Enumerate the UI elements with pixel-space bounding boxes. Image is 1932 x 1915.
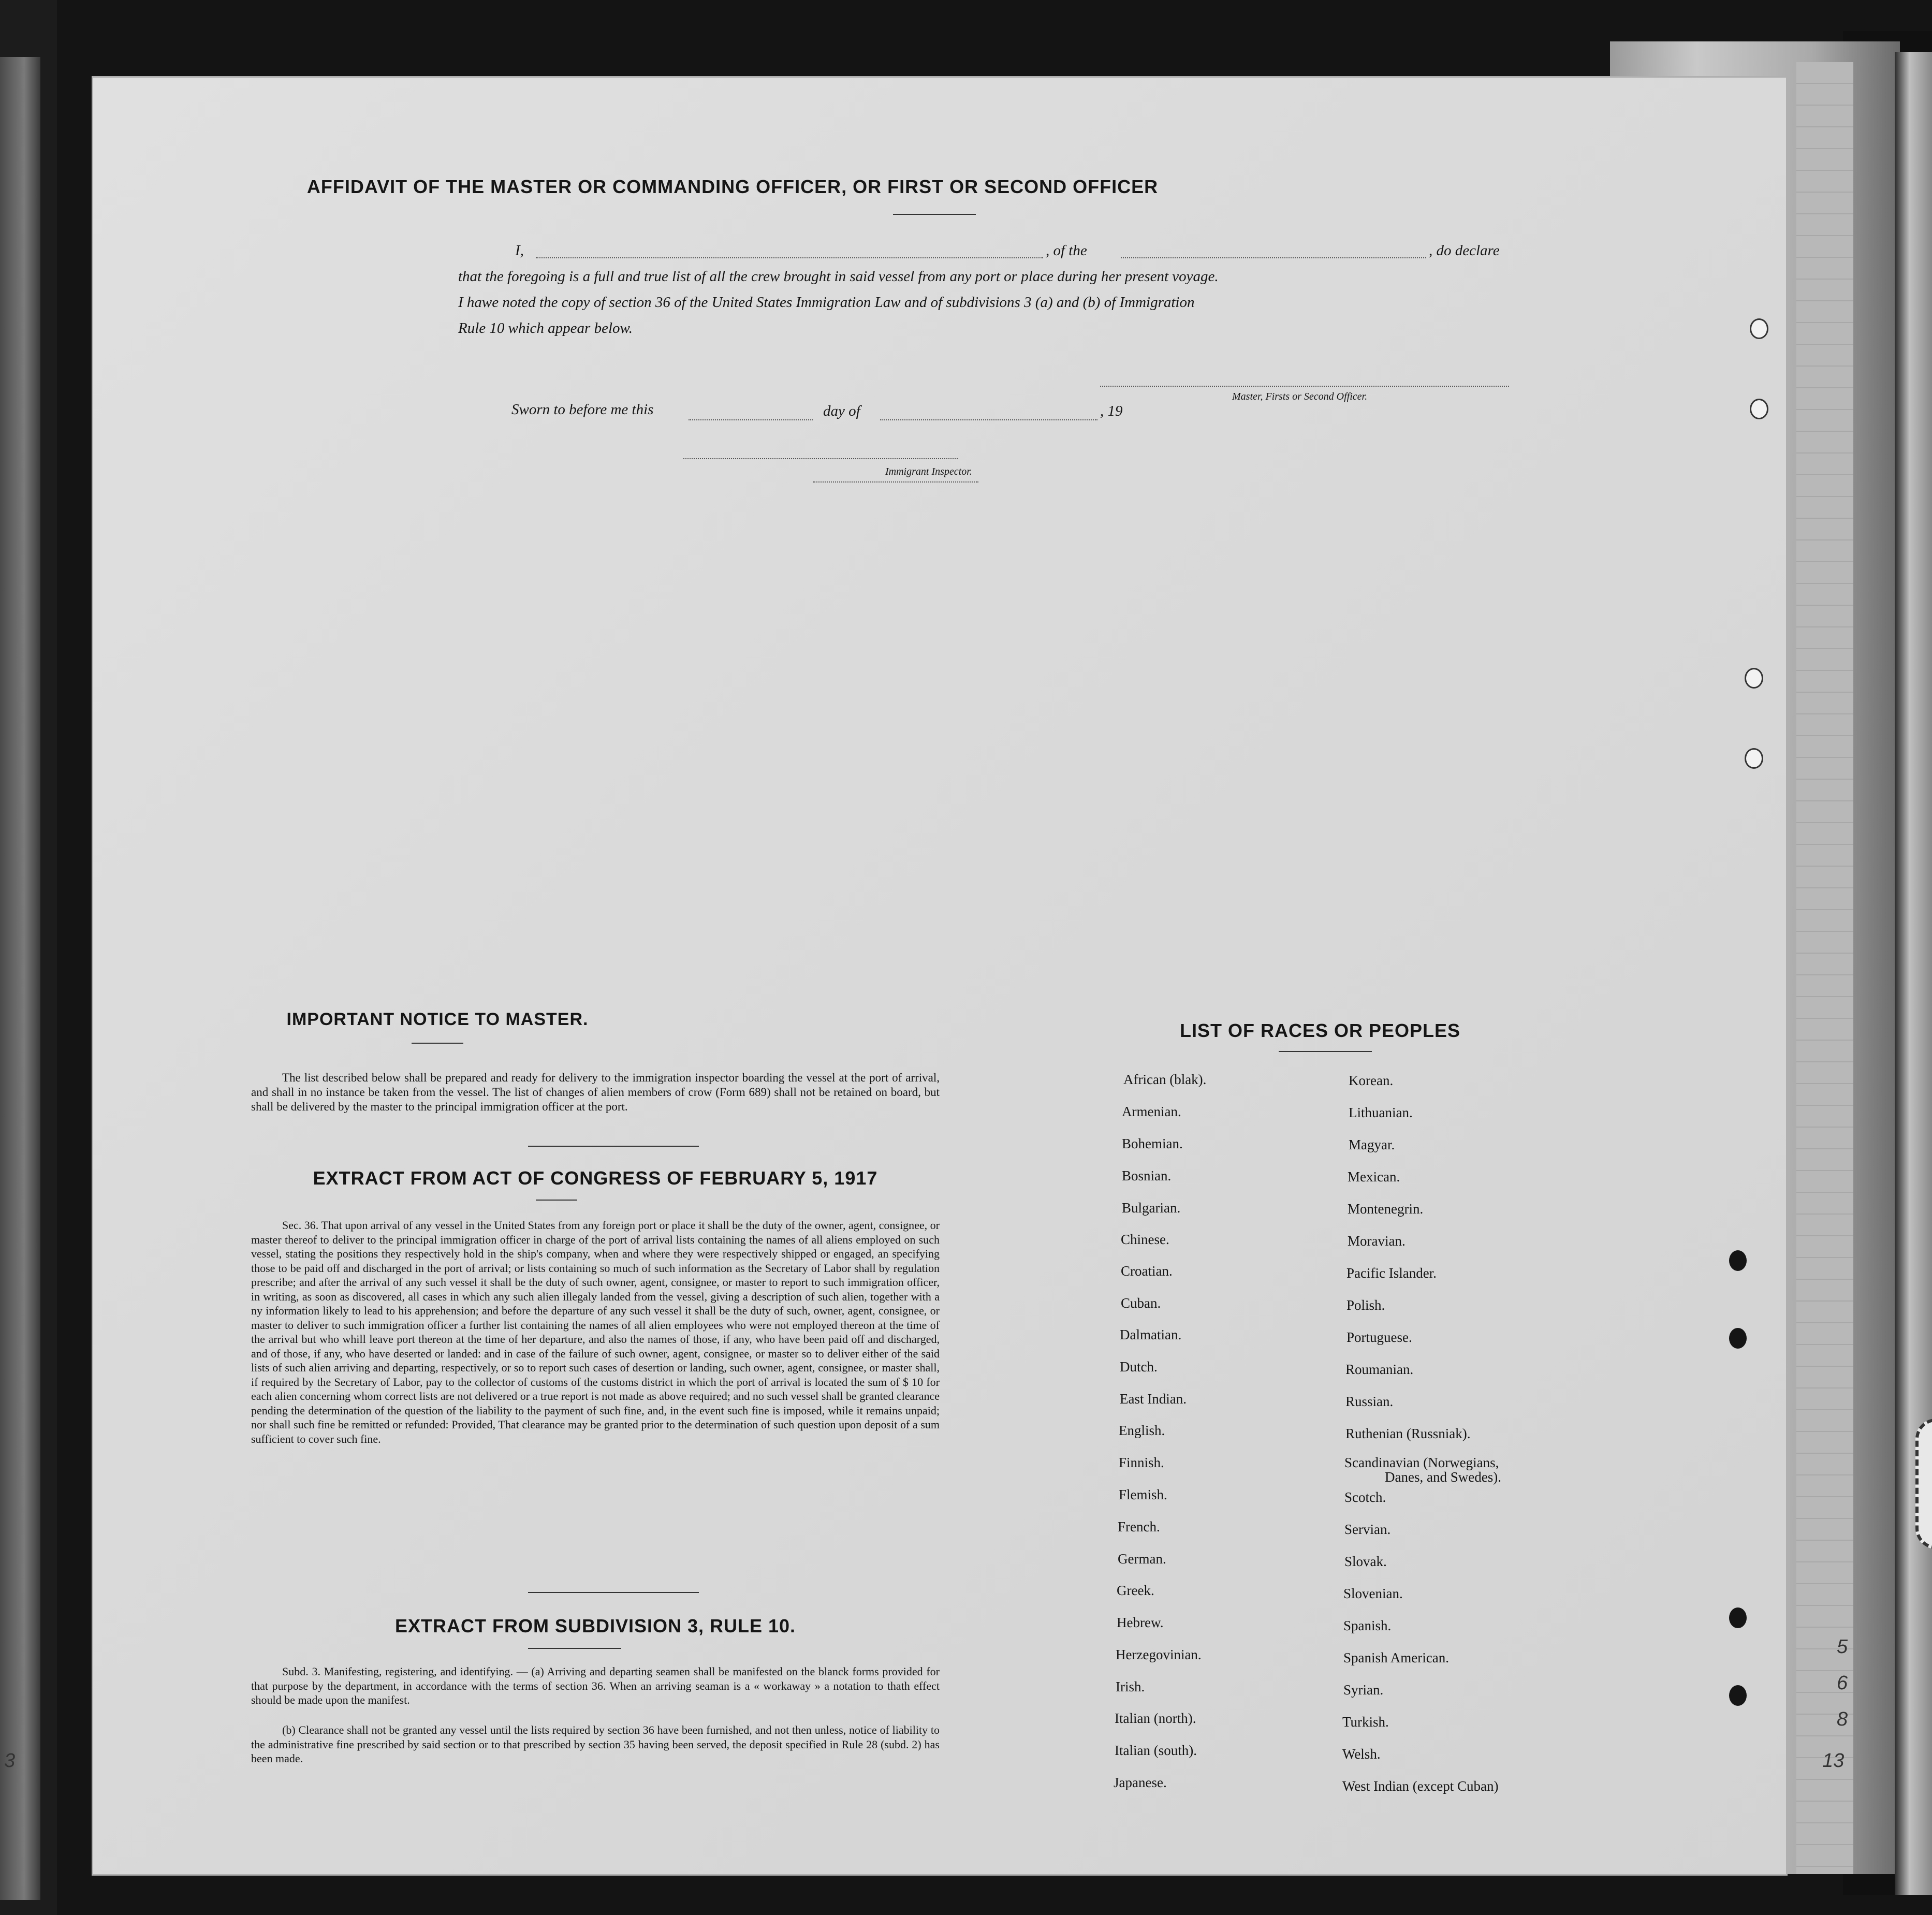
- margin-note: 6: [1837, 1672, 1848, 1694]
- affidavit-line-2: that the foregoing is a full and true list of all the crew brought in said vessel from any port or place during her present voyage.: [458, 268, 1219, 285]
- race-item: Welsh.: [1342, 1746, 1381, 1762]
- race-item: Bulgarian.: [1122, 1200, 1181, 1216]
- race-item: Herzegovinian.: [1116, 1647, 1202, 1662]
- race-item: Lithuanian.: [1349, 1105, 1413, 1120]
- right-ledger-edge: [1796, 62, 1853, 1874]
- race-item: Slovenian.: [1343, 1586, 1403, 1601]
- race-item: French.: [1118, 1519, 1160, 1534]
- race-item: Spanish American.: [1343, 1650, 1449, 1665]
- notice-title: IMPORTANT NOTICE TO MASTER.: [286, 1010, 589, 1029]
- race-item: Bosnian.: [1122, 1168, 1172, 1183]
- race-item: West Indian (except Cuban): [1342, 1778, 1499, 1794]
- margin-note: 8: [1837, 1708, 1848, 1730]
- margin-note: 5: [1837, 1636, 1848, 1658]
- race-item: Flemish.: [1119, 1487, 1167, 1502]
- race-item: Croatian.: [1121, 1263, 1173, 1279]
- margin-note: 13: [1822, 1750, 1845, 1772]
- race-item: Syrian.: [1343, 1682, 1384, 1698]
- race-item: Slovak.: [1344, 1554, 1387, 1569]
- race-item: Portuguese.: [1346, 1329, 1412, 1345]
- races-section: [1139, 1020, 1501, 1042]
- act-title: EXTRACT FROM ACT OF CONGRESS OF FEBRUARY 5, 1917: [313, 1167, 878, 1189]
- race-item: Finnish.: [1119, 1455, 1164, 1470]
- inspector-caption: Immigrant Inspector.: [885, 466, 972, 477]
- left-margin-note: 3: [4, 1750, 16, 1772]
- rule-rule: [528, 1648, 621, 1649]
- act-section: [248, 1167, 942, 1189]
- rule-text-b: (b) Clearance shall not be granted any vessel until the lists required by section 36 have been furnished, and not then unless, notice of liability to the administrative fine prescribed by said section or to that prescribed by section 35 having been served, the deposit specified in Rule 28 (subd. 2) has been made.: [251, 1723, 940, 1765]
- race-item: Japanese.: [1114, 1775, 1167, 1790]
- race-item: German.: [1118, 1551, 1166, 1567]
- race-item: Montenegrin.: [1348, 1201, 1424, 1217]
- sworn-text: Sworn to before me this: [511, 401, 654, 418]
- punch-hole: [1729, 1607, 1747, 1628]
- act-rule: [536, 1200, 577, 1201]
- race-item: Cuban.: [1121, 1295, 1161, 1311]
- race-item: Italian (north).: [1115, 1711, 1196, 1726]
- race-item: Bohemian.: [1122, 1136, 1183, 1151]
- section-divider: [528, 1592, 699, 1593]
- punch-hole: [1750, 318, 1768, 339]
- sworn-year: , 19: [1100, 403, 1123, 419]
- affidavit-line-4: Rule 10 which appear below.: [458, 320, 633, 337]
- affidavit-section: [93, 176, 1372, 198]
- race-item: Chinese.: [1121, 1232, 1169, 1247]
- title-rule: [893, 214, 976, 215]
- race-item: Dalmatian.: [1120, 1327, 1182, 1342]
- seal-stamp: [1915, 1419, 1932, 1549]
- race-item: English.: [1119, 1423, 1165, 1438]
- race-item: Danes, and Swedes).: [1385, 1469, 1501, 1485]
- race-item: Armenian.: [1122, 1104, 1181, 1119]
- affidavit-i: I,: [515, 242, 524, 259]
- race-item: Roumanian.: [1345, 1362, 1414, 1377]
- race-item: Dutch.: [1120, 1359, 1158, 1375]
- notice-rule: [412, 1043, 463, 1044]
- affidavit-title: AFFIDAVIT OF THE MASTER OR COMMANDING OFFICER, OR FIRST OR SECOND OFFICER: [306, 176, 1159, 197]
- manifest-page: [93, 78, 1786, 1874]
- race-item: Irish.: [1116, 1679, 1145, 1694]
- left-underlying-sheet: [0, 57, 40, 1900]
- rule-section: [248, 1615, 942, 1637]
- affidavit-line-3: I hawe noted the copy of section 36 of the United States Immigration Law and of subdivisions 3 (a) and (b) of Immigration: [458, 294, 1195, 311]
- notice-section: [248, 1010, 626, 1030]
- act-text: Sec. 36. That upon arrival of any vessel in the United States from any foreign port or place it shall be the duty of the owner, agent, consignee, or master thereof to deliver to the principal immigration officer in charge of the port of arrival lists containing the names of all aliens employed on such vessel, stating the positions they respectively hold in the ship's company, when and where they were respectively shipped or engaged, an specifying those to be paid off and discharged in the port of arrival; or lists containing so much of such information as the Secretary of Labor shall by regulation prescribe; and after the arrival of any such vessel it shall be the duty of such owner, agent, consignee, or master to report to such immigration officer, in writing, as soon as discovered, all cases in which any such alien illegaly landed from the vessel, giving a description of such alien, together with a ny information likely to lead to his apprehension; and before the departure of any such vessel it shall be the duty of such, owner, agent, consignee, or master to deliver to such immigration officer a further list containing the names of all alien employees who were not employed thereon at the time of the arrival but who whill leave port thereon at the time of her departure, and also the names of those, if any, who have been paid off and discharged, and of those, if any, who have deserted or landed: and in case of the failure of such owner, agent, consignee, or master so to deliver either of the said lists of such alien arriving and departing, respectively, or so to report such cases of desertion or landing, such owner, agent, consignee, or master shall, if required by the Secretary of Labor, pay to the collector of customs of the customs district in which the port of arrival is located the sum of $ 10 for each alien concerning whom correct lists are not delivered or a true report is not made as above required; and no such vessel shall be granted clearance pending the determination of the question of the liability to the payment of such fine, and, in the event such fine is imposed, while it remains unpaid; nor shall such fine be remitted or refunded: Provided, That clearance may be granted prior to the determination of such question upon deposit of a sum sufficient to cover such fine.: [251, 1219, 940, 1445]
- affidavit-do-declare: , do declare: [1429, 242, 1500, 259]
- races-rule: [1279, 1051, 1372, 1052]
- sworn-month-blank: [880, 419, 1097, 420]
- punch-hole: [1745, 748, 1763, 769]
- name-blank: [536, 257, 1043, 258]
- race-item: Pacific Islander.: [1346, 1265, 1437, 1281]
- punch-hole: [1750, 399, 1768, 419]
- sworn-day-of: day of: [823, 403, 860, 419]
- race-item: Mexican.: [1348, 1169, 1400, 1185]
- race-item: Magyar.: [1349, 1137, 1395, 1152]
- race-item: Moravian.: [1348, 1233, 1406, 1249]
- punch-hole: [1745, 668, 1763, 689]
- race-item: Scotch.: [1344, 1489, 1386, 1505]
- punch-hole: [1729, 1250, 1747, 1271]
- race-item: Russian.: [1345, 1394, 1394, 1409]
- notice-text: The list described below shall be prepared and ready for delivery to the immigration inspector boarding the vessel at the port of arrival, and shall in no instance be taken from the vessel. The list of changes of alien members of crow (Form 689) shall not be retained on board, but shall be delivered by the master to the principal immigration officer at the port.: [251, 1071, 940, 1113]
- master-caption: Master, Firsts or Second Officer.: [1232, 391, 1368, 402]
- inspector-signature-blank: [683, 458, 958, 459]
- right-binding-strip: [1895, 52, 1932, 1895]
- race-item: Korean.: [1349, 1073, 1394, 1088]
- race-item: Italian (south).: [1115, 1743, 1197, 1758]
- race-item: Scandinavian (Norwegians,: [1344, 1455, 1499, 1470]
- affidavit-of-the: , of the: [1046, 242, 1087, 259]
- race-item: Hebrew.: [1117, 1615, 1164, 1630]
- race-item: Servian.: [1344, 1522, 1391, 1537]
- master-signature-blank: [1100, 386, 1509, 387]
- race-item: Spanish.: [1343, 1618, 1392, 1633]
- section-divider: [528, 1146, 699, 1147]
- inspector-underline: [813, 481, 978, 483]
- race-item: East Indian.: [1120, 1391, 1187, 1407]
- vessel-blank: [1121, 257, 1426, 258]
- punch-hole: [1729, 1328, 1747, 1349]
- punch-hole: [1729, 1685, 1747, 1706]
- rule-text-a: Subd. 3. Manifesting, registering, and identifying. — (a) Arriving and departing seamen shall be manifested on the blanck forms provided for that purpose by the department, in accordance with the terms of section 36. When an arriving seaman is a « workaway » a notation to thath effect should be made upon the manifest.: [251, 1665, 940, 1706]
- rule-title: EXTRACT FROM SUBDIVISION 3, RULE 10.: [394, 1615, 796, 1636]
- races-title: LIST OF RACES OR PEOPLES: [1179, 1020, 1461, 1041]
- race-item: Turkish.: [1342, 1714, 1389, 1730]
- sworn-day-blank: [689, 419, 813, 420]
- race-item: Ruthenian (Russniak).: [1345, 1426, 1471, 1441]
- race-item: African (blak).: [1123, 1072, 1207, 1087]
- race-item: Polish.: [1346, 1297, 1385, 1313]
- race-item: Greek.: [1117, 1583, 1154, 1598]
